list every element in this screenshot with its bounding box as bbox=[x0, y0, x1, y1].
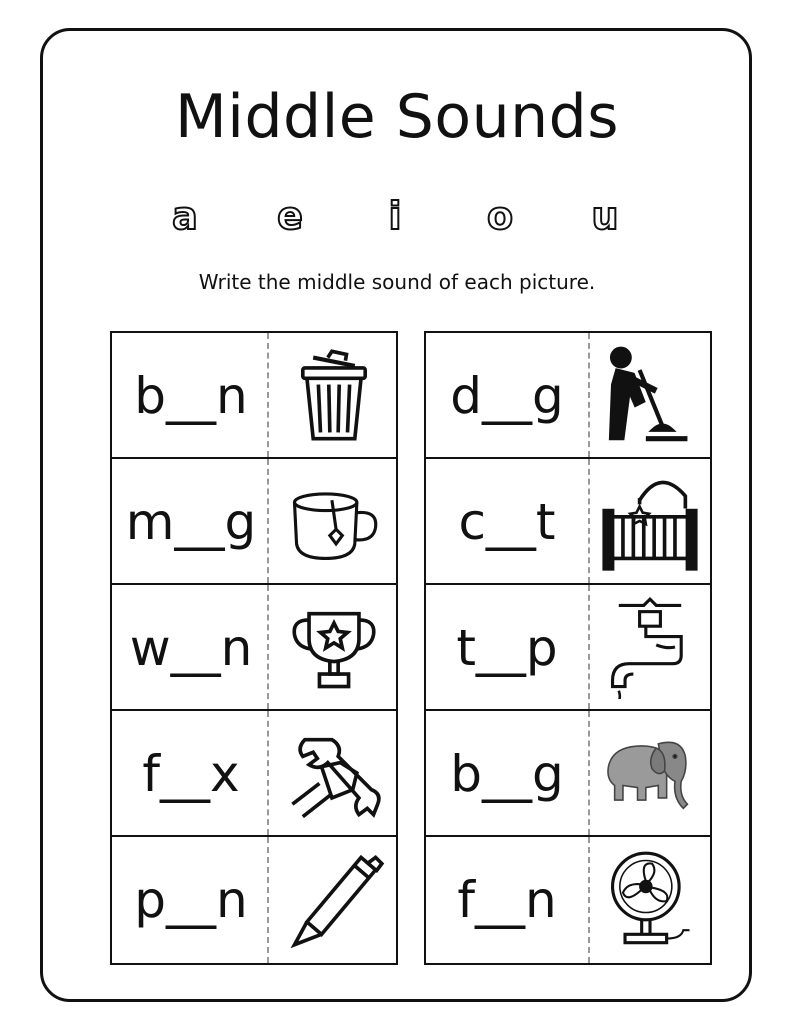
word-row bbox=[426, 711, 710, 837]
dashed-divider bbox=[588, 333, 590, 457]
word-prompt: f__x bbox=[142, 745, 240, 803]
word-row bbox=[112, 459, 396, 585]
fan-icon bbox=[598, 847, 702, 951]
word-row bbox=[112, 711, 396, 837]
vowel-list bbox=[160, 188, 630, 248]
word-row bbox=[426, 333, 710, 459]
left-word-table bbox=[110, 331, 398, 965]
word-row bbox=[426, 837, 710, 963]
pen-icon bbox=[282, 847, 386, 951]
elephant-icon bbox=[598, 721, 702, 825]
vowel-o: o bbox=[486, 194, 514, 238]
trophy-icon bbox=[282, 595, 386, 699]
word-row bbox=[112, 333, 396, 459]
vowel-i: i bbox=[388, 194, 402, 238]
word-prompt: b__g bbox=[450, 745, 564, 803]
word-prompt: m__g bbox=[125, 493, 257, 551]
dashed-divider bbox=[588, 585, 590, 709]
dashed-divider bbox=[588, 711, 590, 835]
digging-person-icon bbox=[598, 343, 702, 447]
word-prompt: d__g bbox=[450, 367, 564, 425]
vowel-a: a bbox=[172, 194, 198, 238]
mug-icon bbox=[282, 469, 386, 573]
word-prompt: w__n bbox=[129, 619, 253, 677]
vowel-e: e bbox=[277, 194, 303, 238]
right-word-table bbox=[424, 331, 712, 965]
dashed-divider bbox=[588, 459, 590, 583]
word-row bbox=[112, 585, 396, 711]
trash-bin-icon bbox=[282, 343, 386, 447]
dashed-divider bbox=[588, 837, 590, 963]
vowel-u: u bbox=[591, 194, 619, 238]
word-row bbox=[426, 459, 710, 585]
word-prompt: t__p bbox=[456, 619, 558, 677]
word-row bbox=[426, 585, 710, 711]
word-prompt: b__n bbox=[134, 367, 248, 425]
page-title: Middle Sounds bbox=[175, 82, 619, 152]
word-row bbox=[112, 837, 396, 963]
tap-icon bbox=[598, 595, 702, 699]
word-prompt: f__n bbox=[457, 871, 557, 929]
word-prompt: c__t bbox=[458, 493, 556, 551]
wrench-hand-icon bbox=[282, 721, 386, 825]
word-prompt: p__n bbox=[134, 871, 248, 929]
crib-icon bbox=[598, 469, 702, 573]
instruction-text: Write the middle sound of each picture. bbox=[198, 270, 596, 294]
